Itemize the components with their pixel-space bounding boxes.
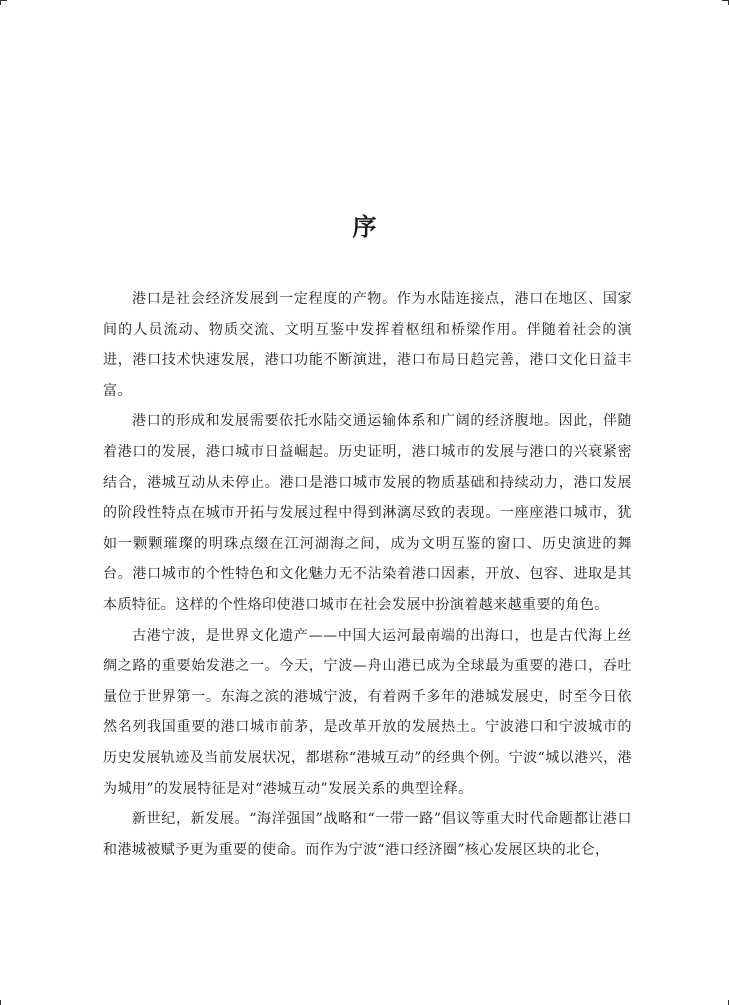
paragraph: 新世纪，新发展。“海洋强国”战略和“一带一路”倡议等重大时代命题都让港口和港城被赋予更为重要的使命。而作为宁波“港口经济圈”核心发展区块的北仑， [103,811,632,858]
paragraph: 古港宁波，是世界文化遗产——中国大运河最南端的出海口，也是古代海上丝绸之路的重要始发港之一。今天，宁波—舟山港已成为全球最为重要的港口，吞吐量位于世界第一。东海之滨的港城宁波，有着两千多年的港城发展史，时至今日依然名列我国重要的港口城市前茅，是改革开放的发展热土。宁波港口和宁波城市的历史发展轨迹及当前发展状况，都堪称“港城互动”的经典个例。宁波“城以港兴，港为城用”的发展特征是对“港城互动”发展关系的典型诠释。 [103,627,632,797]
page-title: 序 [352,212,377,242]
crop-mark [0,0,1,5]
crop-mark [0,0,7,1]
paragraph: 港口是社会经济发展到一定程度的产物。作为水陆连接点，港口在地区、国家间的人员流动、物质交流、文明互鉴中发挥着枢纽和桥梁作用。伴随着社会的演进，港口技术快速发展，港口功能不断演进，港口布局日趋完善，港口文化日益丰富。 [103,291,632,399]
body-text [103,284,632,865]
paragraph: 港口的形成和发展需要依托水陆交通运输体系和广阔的经济腹地。因此，伴随着港口的发展，港口城市日益崛起。历史证明，港口城市的发展与港口的兴衰紧密结合，港城互动从未停止。港口是港口城市发展的物质基础和持续动力，港口发展的阶段性特点在城市开拓与发展过程中得到淋漓尽致的表现。一座座港口城市，犹如一颗颗璀璨的明珠点缀在江河湖海之间，成为文明互鉴的窗口、历史演进的舞台。港口城市的个性特色和文化魅力无不沾染着港口因素，开放、包容、进取是其本质特征。这样的个性烙印使港口城市在社会发展中扮演着越来越重要的角色。 [103,413,632,613]
crop-mark [0,1000,1,1005]
